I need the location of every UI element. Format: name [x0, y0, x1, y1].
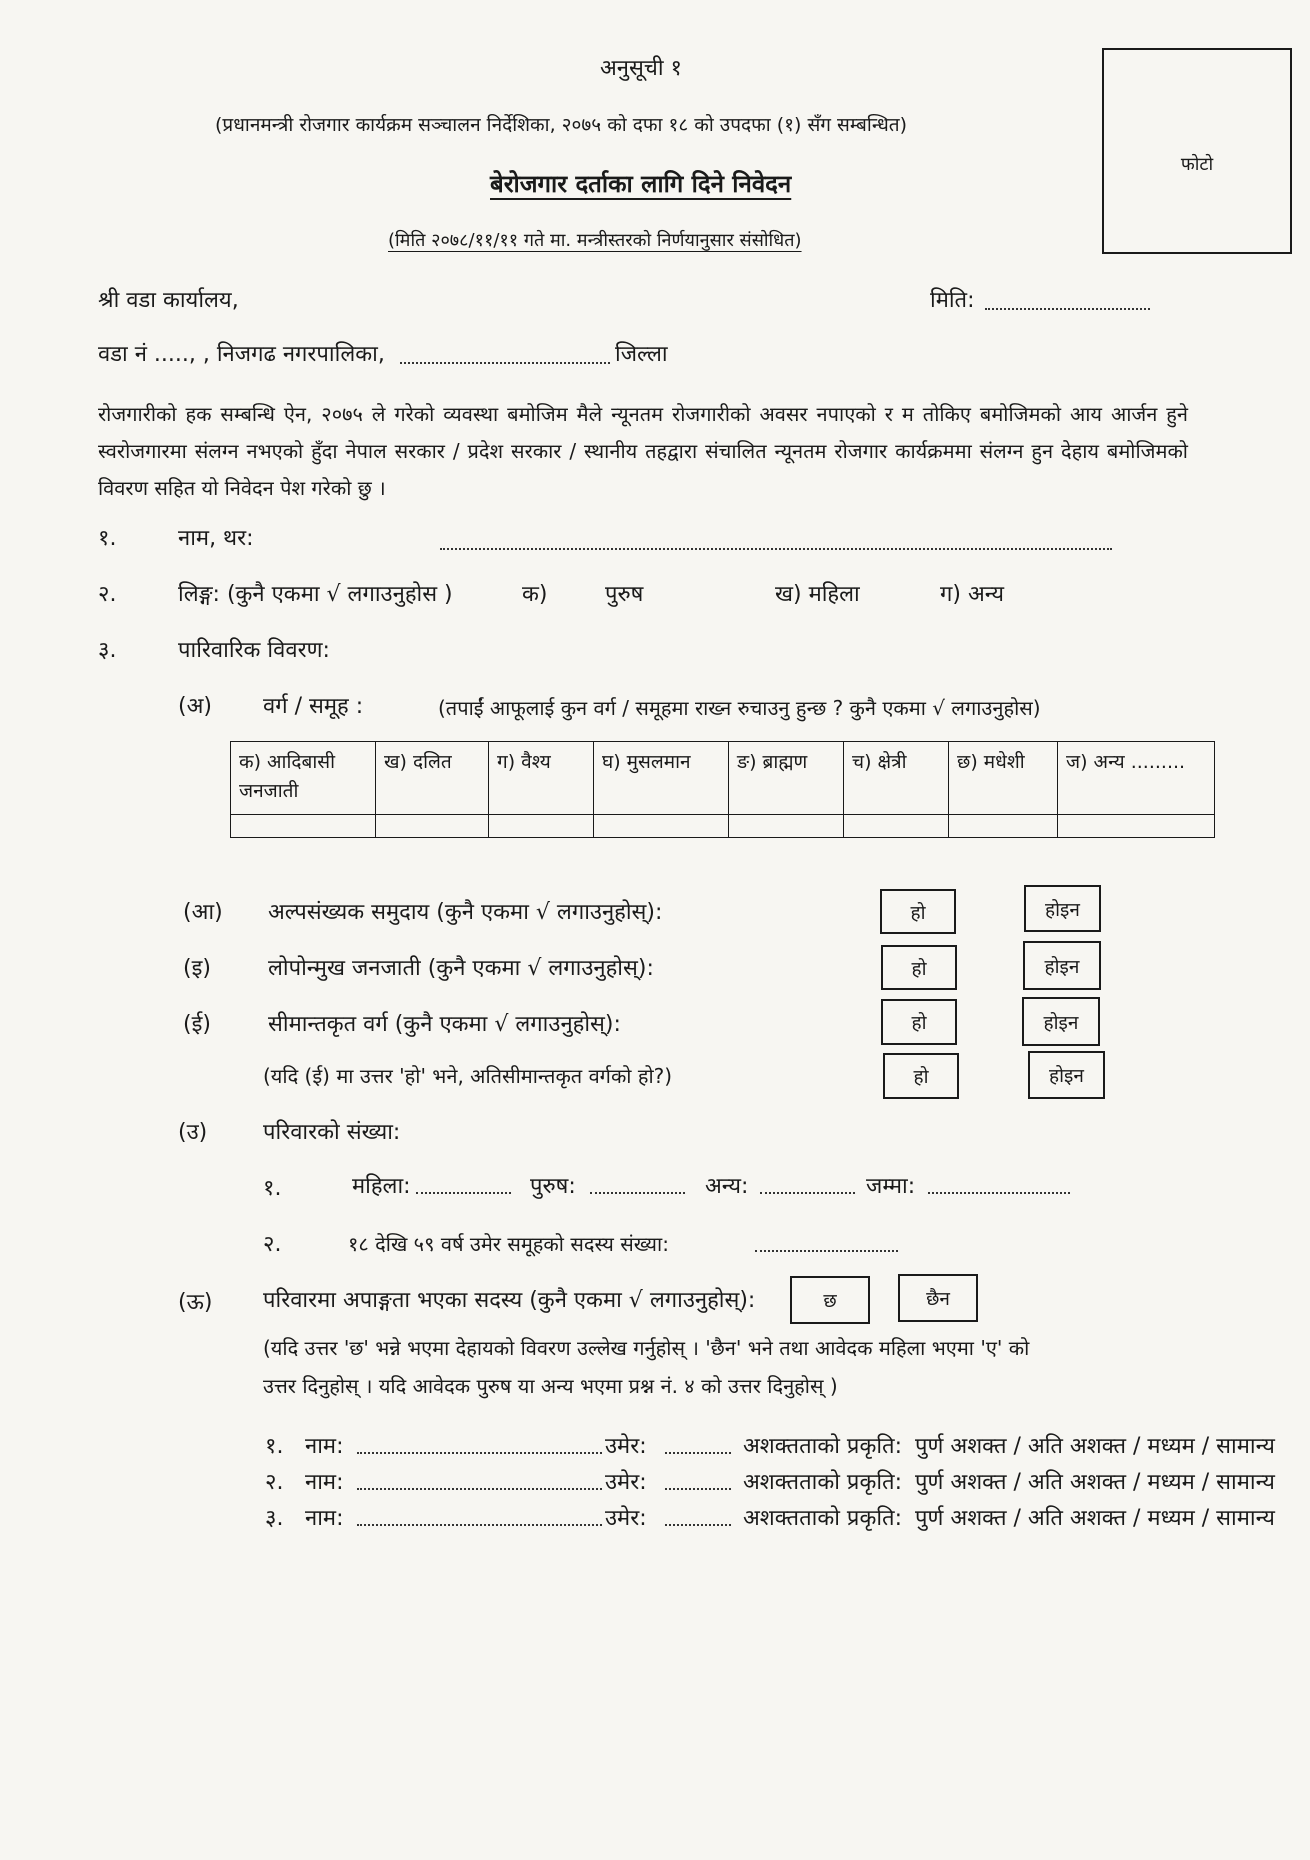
- caste-check-musalman[interactable]: [594, 815, 729, 838]
- disabled-row1-age-field[interactable]: [665, 1452, 731, 1454]
- total-count-label: जम्मा:: [866, 1174, 916, 1199]
- q3aa-key: (आ): [183, 900, 223, 925]
- disabled-row1-nature-label: अशक्तताको प्रकृति:: [743, 1434, 902, 1459]
- q3u-key: (उ): [178, 1120, 208, 1145]
- q3-number: ३.: [98, 638, 117, 663]
- caste-col-vaishya: ग) वैश्य: [489, 742, 594, 815]
- caste-col-musalman: घ) मुसलमान: [594, 742, 729, 815]
- other-count-label: अन्य:: [705, 1174, 749, 1199]
- caste-check-vaishya[interactable]: [489, 815, 594, 838]
- disabled-row2-num: २.: [265, 1470, 284, 1495]
- working-age-label: १८ देखि ५९ वर्ष उमेर समूहको सदस्य संख्या:: [348, 1232, 669, 1256]
- disability-note-line1: (यदि उत्तर 'छ' भन्ने भएमा देहायको विवरण उल्लेख गर्नुहोस् । 'छैन' भने तथा आवेदक महिला भएमा 'ए' को: [263, 1336, 1030, 1360]
- q3i-key: (इ): [183, 956, 211, 981]
- q1-label: नाम, थर:: [178, 526, 254, 551]
- disabled-row1-nature-options[interactable]: पुर्ण अशक्त / अति अशक्त / मध्यम / सामान्य: [915, 1434, 1275, 1459]
- disabled-row2-age-field[interactable]: [665, 1488, 731, 1490]
- total-count-field[interactable]: [928, 1192, 1070, 1194]
- disabled-row1-name-label: नाम:: [305, 1434, 344, 1459]
- extreme-marginalized-no-box[interactable]: होइन: [1028, 1051, 1105, 1099]
- gender-option-male[interactable]: पुरुष: [605, 582, 644, 607]
- disabled-row2-name-label: नाम:: [305, 1470, 344, 1495]
- female-count-label: महिला:: [352, 1174, 411, 1199]
- disability-no-box[interactable]: छैन: [898, 1274, 978, 1322]
- q2-number: २.: [98, 582, 117, 607]
- q3uu-label: परिवारमा अपाङ्गता भएका सदस्य (कुनै एकमा √ लगाउनुहोस्):: [263, 1288, 756, 1313]
- disabled-row3-num: ३.: [265, 1506, 284, 1531]
- caste-check-madheshi[interactable]: [949, 815, 1058, 838]
- district-label: जिल्ला: [615, 342, 668, 367]
- name-field[interactable]: [440, 548, 1112, 550]
- disabled-row3-nature-label: अशक्तताको प्रकृति:: [743, 1506, 902, 1531]
- q3aa-label: अल्पसंख्यक समुदाय (कुनै एकमा √ लगाउनुहोस्):: [268, 900, 663, 925]
- q3u-label: परिवारको संख्या:: [263, 1120, 401, 1145]
- q3a-label: वर्ग / समूह :: [263, 694, 364, 719]
- q2-label: लिङ्ग: (कुनै एकमा √ लगाउनुहोस ): [178, 582, 453, 607]
- amended-note: (मिति २०७८/११/११ गते मा. मन्त्रीस्तरको निर्णयानुसार संसोधित): [388, 230, 802, 251]
- caste-col-dalit: ख) दलित: [376, 742, 489, 815]
- disabled-row3-age-field[interactable]: [665, 1524, 731, 1526]
- caste-check-kshetri[interactable]: [844, 815, 949, 838]
- minority-no-box[interactable]: होइन: [1024, 885, 1101, 932]
- caste-col-madheshi: छ) मधेशी: [949, 742, 1058, 815]
- gender-option-female[interactable]: ख) महिला: [775, 582, 860, 607]
- photo-box[interactable]: [1102, 48, 1292, 254]
- caste-col-brahman: ङ) ब्राह्मण: [729, 742, 844, 815]
- female-count-field[interactable]: [416, 1192, 511, 1194]
- schedule-heading: अनुसूची १: [600, 56, 682, 81]
- disabled-row3-nature-options[interactable]: पुर्ण अशक्त / अति अशक्त / मध्यम / सामान्य: [915, 1506, 1275, 1531]
- caste-col-kshetri: च) क्षेत्री: [844, 742, 949, 815]
- intro-paragraph: रोजगारीको हक सम्बन्धि ऐन, २०७५ ले गरेको व्यवस्था बमोजिम मैले न्यूनतम रोजगारीको अवसर नपाएको र म तोकिए बमोजिमको आय आर्जन हुने स्वरोजगारमा संलग्न नभएको हुँदा नेपाल सरकार / प्रदेश सरकार / स्थानीय तहद्वारा संचालित न्यूनतम रोजगार कार्यक्रममा संलग्न हुन देहाय बमोजिमको विवरण सहित यो निवेदन पेश गरेको छु ।: [98, 402, 1188, 500]
- caste-check-adibasi[interactable]: [231, 815, 376, 838]
- disability-yes-box[interactable]: छ: [790, 1276, 870, 1324]
- q3i-label: लोपोन्मुख जनजाती (कुनै एकमा √ लगाउनुहोस्):: [268, 956, 654, 981]
- q3uu-key: (ऊ): [178, 1290, 213, 1315]
- disabled-row1-num: १.: [265, 1434, 284, 1459]
- reference-line: (प्रधानमन्त्री रोजगार कार्यक्रम सञ्चालन निर्देशिका, २०७५ को दफा १८ को उपदफा (१) सँग सम्बन्धित): [215, 114, 908, 136]
- ward-label: वडा नं ....., , निजगढ नगरपालिका,: [98, 342, 385, 367]
- other-count-field[interactable]: [760, 1192, 855, 1194]
- marginalized-no-box[interactable]: होइन: [1022, 997, 1100, 1046]
- q1-number: १.: [98, 526, 117, 551]
- caste-table: [230, 741, 1215, 838]
- disabled-row3-name-label: नाम:: [305, 1506, 344, 1531]
- q3ii-followup-label: (यदि (ई) मा उत्तर 'हो' भने, अतिसीमान्तकृत वर्गको हो?): [263, 1064, 673, 1088]
- disabled-row2-name-field[interactable]: [357, 1488, 602, 1490]
- date-field[interactable]: [985, 308, 1150, 310]
- q3-label: पारिवारिक विवरण:: [178, 638, 330, 663]
- male-count-label: पुरुष:: [530, 1174, 576, 1199]
- gender-option-other[interactable]: ग) अन्य: [940, 582, 1005, 607]
- caste-col-other: ज) अन्य .........: [1058, 742, 1215, 815]
- caste-check-other[interactable]: [1058, 815, 1215, 838]
- q3ii-key: (ई): [183, 1012, 211, 1037]
- disabled-row3-age-label: उमेर:: [605, 1506, 647, 1531]
- disabled-row2-nature-label: अशक्तताको प्रकृति:: [743, 1470, 902, 1495]
- form-title: बेरोजगार दर्ताका लागि दिने निवेदन: [490, 170, 792, 198]
- caste-check-brahman[interactable]: [729, 815, 844, 838]
- disabled-row1-name-field[interactable]: [357, 1452, 602, 1454]
- q3u-row1-num: १.: [263, 1176, 282, 1201]
- q3a-key: (अ): [178, 694, 212, 719]
- working-age-field[interactable]: [755, 1250, 898, 1252]
- q3ii-label: सीमान्तकृत वर्ग (कुनै एकमा √ लगाउनुहोस्):: [268, 1012, 621, 1037]
- disabled-row2-nature-options[interactable]: पुर्ण अशक्त / अति अशक्त / मध्यम / सामान्य: [915, 1470, 1275, 1495]
- disabled-row3-name-field[interactable]: [357, 1524, 602, 1526]
- endangered-yes-box[interactable]: हो: [881, 945, 957, 990]
- caste-check-dalit[interactable]: [376, 815, 489, 838]
- male-count-field[interactable]: [590, 1192, 685, 1194]
- disabled-row1-age-label: उमेर:: [605, 1434, 647, 1459]
- disability-note-line2: उत्तर दिनुहोस् । यदि आवेदक पुरुष या अन्य भएमा प्रश्न नं. ४ को उत्तर दिनुहोस् ): [263, 1374, 838, 1398]
- marginalized-yes-box[interactable]: हो: [881, 999, 957, 1045]
- caste-col-adibasi: क) आदिबासी जनजाती: [231, 742, 376, 815]
- disabled-row2-age-label: उमेर:: [605, 1470, 647, 1495]
- date-label: मिति:: [930, 288, 975, 313]
- minority-yes-box[interactable]: हो: [880, 889, 956, 934]
- q3u-row2-num: २.: [263, 1232, 282, 1257]
- gender-option-a-key: क): [522, 582, 548, 607]
- endangered-no-box[interactable]: होइन: [1023, 941, 1101, 990]
- photo-label: फोटो: [1180, 154, 1214, 175]
- addressee: श्री वडा कार्यालय,: [98, 288, 239, 313]
- q3a-hint: (तपाईं आफूलाई कुन वर्ग / समूहमा राख्न रुचाउनु हुन्छ ? कुनै एकमा √ लगाउनुहोस): [438, 696, 1041, 720]
- district-field[interactable]: [400, 362, 610, 364]
- extreme-marginalized-yes-box[interactable]: हो: [883, 1053, 959, 1099]
